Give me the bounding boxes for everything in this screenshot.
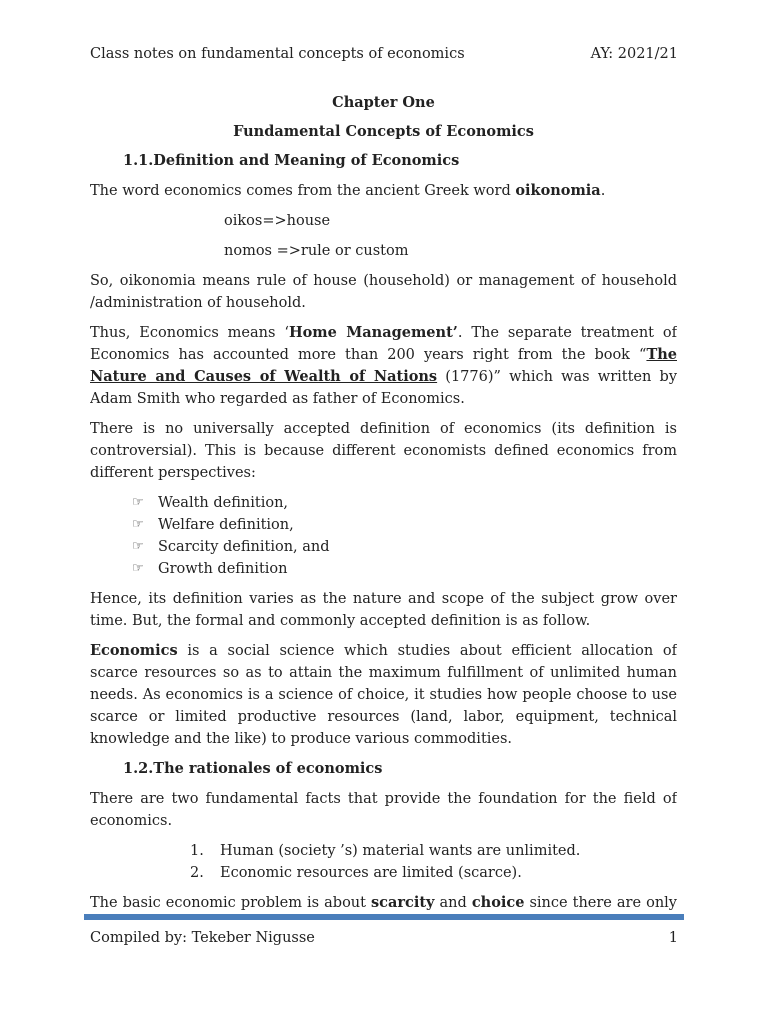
- definition-label: Growth definition: [158, 561, 288, 577]
- ep-text-a: The basic economic problem is about: [90, 895, 371, 911]
- footer-author: Compiled by: Tekeber Nigusse: [90, 930, 315, 946]
- definitions-list: [132, 492, 677, 580]
- etymology-text: The word economics comes from the ancient Greek word: [90, 183, 516, 199]
- ep-text-c: since there are only: [529, 895, 677, 911]
- pointing-hand-icon: ☞: [132, 561, 144, 576]
- section-heading-1-1: 1.1.Definition and Meaning of Economics: [123, 152, 460, 169]
- chapter-label: Chapter One: [332, 94, 435, 111]
- list-item: [190, 862, 677, 884]
- nomos-line: nomos =>rule or custom: [224, 243, 409, 259]
- list-item: [132, 514, 677, 536]
- footer-divider: [84, 914, 684, 920]
- economics-definition-paragraph: [90, 640, 677, 750]
- pointing-hand-icon: ☞: [132, 539, 144, 554]
- chapter-title: Fundamental Concepts of Economics: [233, 123, 534, 140]
- list-item: [132, 492, 677, 514]
- definition-label: Scarcity definition, and: [158, 539, 330, 555]
- home-management-paragraph: [90, 322, 677, 410]
- ep-text-b: and: [434, 895, 472, 911]
- economic-problem-paragraph: [90, 892, 677, 914]
- page-number: 1: [668, 930, 678, 946]
- pointing-hand-icon: ☞: [132, 495, 144, 510]
- etymology-term: oikonomia: [515, 182, 601, 199]
- hm-text-a: Thus, Economics means ‘: [90, 325, 289, 341]
- hm-term: Home Management’: [288, 324, 458, 341]
- etymology-paragraph: [90, 180, 677, 202]
- scarcity-term: scarcity: [371, 894, 435, 911]
- oikonomia-paragraph: So, oikonomia means rule of house (household) or management of household /administration of household.: [90, 273, 677, 311]
- definition-label: Welfare definition,: [158, 517, 294, 533]
- definition-controversy-paragraph: There is no universally accepted definition of economics (its definition is controversial). This is because different economists defined economics from different perspectives:: [90, 421, 677, 481]
- oikos-line: oikos=>house: [224, 213, 331, 229]
- fact-number: 1.: [190, 843, 204, 859]
- rationales-intro-paragraph: There are two fundamental facts that provide the foundation for the field of economics.: [90, 791, 677, 829]
- page-footer: [90, 930, 678, 946]
- list-item: [190, 840, 677, 862]
- definition-label: Wealth definition,: [158, 495, 289, 511]
- fact-number: 2.: [190, 865, 204, 881]
- economics-definition-text: is a social science which studies about efficient allocation of scarce resources so as to attain the maximum fulfillment of unlimited human needs. As economics is a science of choice, it studies how people choose to use scarce or limited productive resources (land, labor, equipment, technical knowledge and the like) to produce various commodities.: [90, 643, 677, 747]
- list-item: [132, 558, 677, 580]
- facts-list: [190, 840, 677, 884]
- choice-term: choice: [471, 894, 525, 911]
- economics-term: Economics: [90, 642, 178, 659]
- etymology-period: .: [600, 183, 606, 199]
- page-header: [90, 46, 678, 62]
- header-academic-year: AY: 2021/21: [590, 46, 678, 62]
- header-course-title: Class notes on fundamental concepts of economics: [90, 46, 465, 62]
- section-heading-1-2: 1.2.The rationales of economics: [123, 760, 383, 777]
- definition-scope-paragraph: Hence, its definition varies as the nature and scope of the subject grow over time. But, the formal and commonly accepted definition is as follow.: [90, 591, 677, 629]
- page-body: [90, 92, 677, 914]
- fact-text: Human (society ’s) material wants are unlimited.: [220, 843, 581, 859]
- fact-text: Economic resources are limited (scarce).: [220, 865, 522, 881]
- pointing-hand-icon: ☞: [132, 517, 144, 532]
- hm-text-c: (1776)” which was written by Adam Smith who regarded as father of Economics.: [90, 369, 677, 407]
- list-item: [132, 536, 677, 558]
- hm-text-b: . The separate treatment of Economics has accounted more than 200 years right from the book “: [90, 325, 677, 363]
- book-title: The Nature and Causes of Wealth of Nations: [90, 346, 677, 385]
